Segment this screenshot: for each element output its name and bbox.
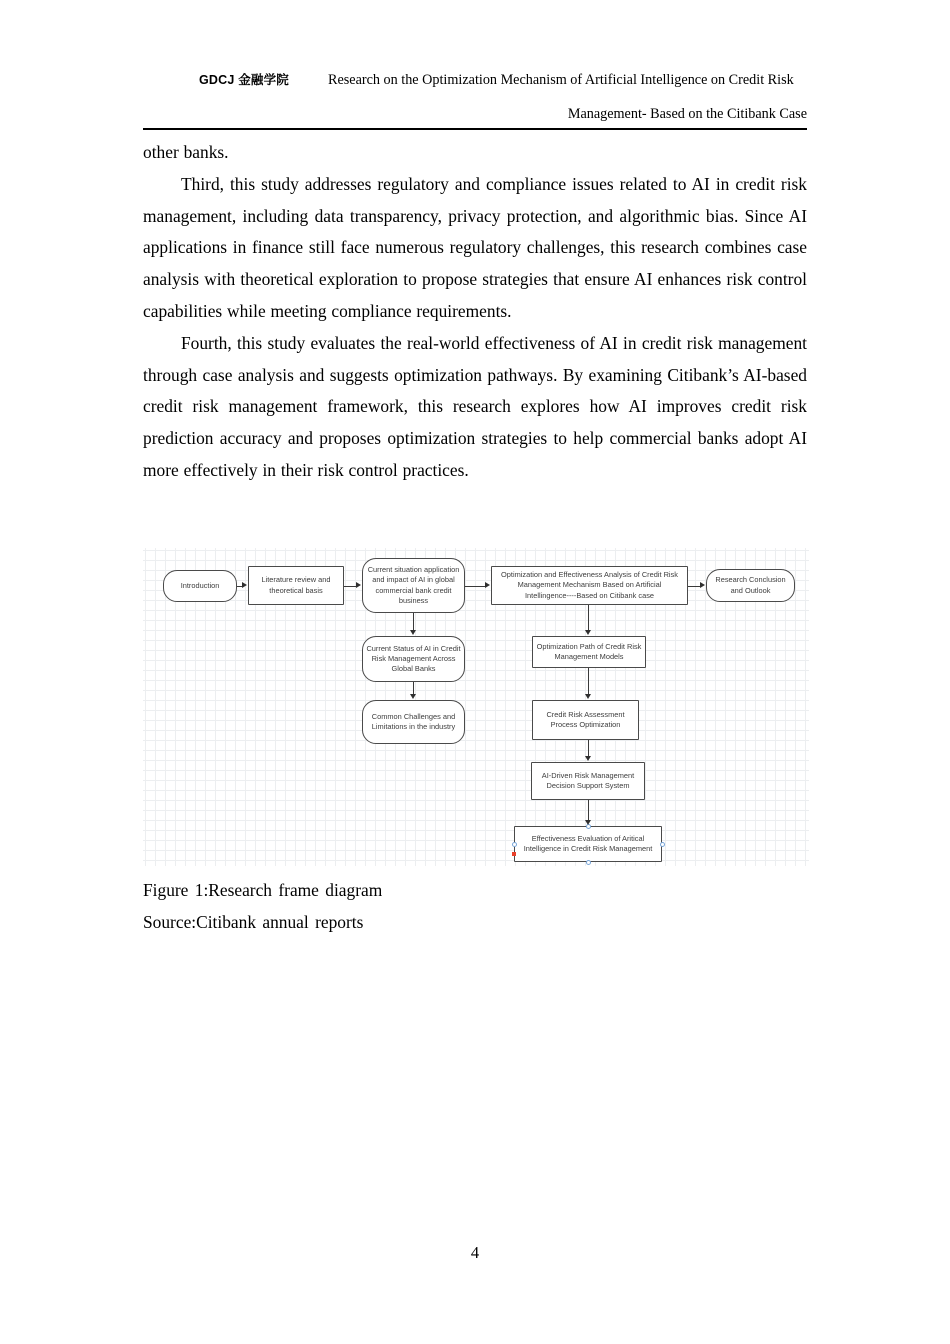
header-title-line2: Management- Based on the Citibank Case	[567, 106, 807, 122]
node-ai-driven-decision[interactable]	[531, 762, 645, 800]
connector-ai-driven-to-effectiveness	[588, 800, 589, 820]
connector-path-to-assessment	[588, 668, 589, 694]
arrow-optimization-to-path	[585, 630, 591, 635]
node-optimization-path[interactable]	[532, 636, 646, 668]
node-effectiveness-evaluation[interactable]	[514, 826, 662, 862]
connector-assessment-to-ai-driven	[588, 740, 589, 756]
header-divider-rule	[143, 128, 807, 130]
header-top-row	[143, 70, 807, 89]
selection-handle-left[interactable]	[512, 842, 517, 847]
node-optimization-path-label: Optimization Path of Credit Risk Management Models	[536, 641, 642, 661]
header-title-line1: Research on the Optimization Mechanism of Artificial Intelligence on Credit Risk	[328, 72, 794, 88]
figure-caption-block	[143, 875, 807, 938]
node-research-conclusion-label: Research Conclusion and Outlook	[715, 575, 786, 595]
connector-literature-to-situation	[344, 586, 356, 587]
node-common-challenges[interactable]	[362, 700, 465, 744]
node-credit-risk-assessment-label: Credit Risk Assessment Process Optimization	[546, 709, 625, 729]
node-optimization-analysis-label: Optimization and Effectiveness Analysis of Credit Risk Management Mechanism Based on Artificial Intellingence----Based on Citibank case	[501, 570, 678, 600]
page-number: 4	[470, 1243, 480, 1262]
node-common-challenges-label: Common Challenges and Limitations in the industry	[371, 711, 456, 731]
research-frame-figure	[143, 548, 809, 866]
selection-handle-right[interactable]	[660, 842, 665, 847]
node-ai-driven-decision-label: AI-Driven Risk Management Decision Support System	[541, 770, 635, 790]
connector-status-to-challenges	[413, 682, 414, 694]
arrow-introduction-to-literature	[242, 582, 247, 588]
node-literature-review-label: Literature review and theoretical basis	[261, 575, 331, 595]
node-introduction[interactable]	[163, 570, 237, 602]
connector-situation-to-optimization	[465, 586, 485, 587]
selection-handle-bottom[interactable]	[586, 860, 591, 865]
arrow-literature-to-situation	[356, 582, 361, 588]
arrow-situation-to-status	[410, 630, 416, 635]
document-body	[143, 137, 807, 487]
node-introduction-label: Introduction	[180, 580, 220, 590]
flowchart-diagram[interactable]	[143, 548, 809, 866]
arrow-ai-driven-to-effectiveness	[585, 820, 591, 825]
selection-marker-red[interactable]	[512, 852, 516, 856]
node-current-situation[interactable]	[362, 558, 465, 613]
arrow-assessment-to-ai-driven	[585, 756, 591, 761]
node-optimization-analysis[interactable]	[491, 566, 688, 605]
node-effectiveness-evaluation-label: Effectiveness Evaluation of Aritical Intelligence in Credit Risk Management	[523, 833, 653, 853]
arrow-path-to-assessment	[585, 694, 591, 699]
figure-source: Source:Citibank annual reports	[143, 911, 364, 932]
arrow-situation-to-optimization	[485, 582, 490, 588]
paragraph-fourth: Fourth, this study evaluates the real-world effectiveness of AI in credit risk management through case analysis and suggests optimization pathways. By examining Citibank’s AI-based credit risk management framework, this research explores how AI improves credit risk prediction accuracy and proposes optimization strategies to help commercial banks adopt AI more effectively in their risk control practices.	[143, 332, 807, 480]
arrow-status-to-challenges	[410, 694, 416, 699]
node-research-conclusion[interactable]	[706, 569, 795, 602]
connector-optimization-to-path	[588, 605, 589, 630]
header-organization: GDCJ 金融学院	[199, 73, 290, 87]
node-credit-risk-assessment[interactable]	[532, 700, 639, 740]
figure-caption: Figure 1:Research frame diagram	[143, 880, 383, 900]
paragraph-continuation: other banks.	[143, 142, 229, 162]
page-header	[143, 70, 807, 123]
node-current-status-global[interactable]	[362, 636, 465, 682]
connector-optimization-to-conclusion	[688, 586, 700, 587]
paragraph-third: Third, this study addresses regulatory and compliance issues related to AI in credit risk management, including data transparency, privacy protection, and algorithmic bias. Since AI applications in finance still face numerous regulatory challenges, this research combines case analysis with theoretical exploration to propose strategies that ensure AI enhances risk control capabilities while meeting compliance requirements.	[143, 173, 807, 321]
node-current-situation-label: Current situation application and impact of AI in global commercial bank credit business	[367, 565, 460, 605]
arrow-optimization-to-conclusion	[700, 582, 705, 588]
node-current-status-global-label: Current Status of AI in Credit Risk Management Across Global Banks	[366, 643, 461, 674]
node-literature-review[interactable]	[248, 566, 344, 605]
connector-situation-to-status	[413, 613, 414, 630]
